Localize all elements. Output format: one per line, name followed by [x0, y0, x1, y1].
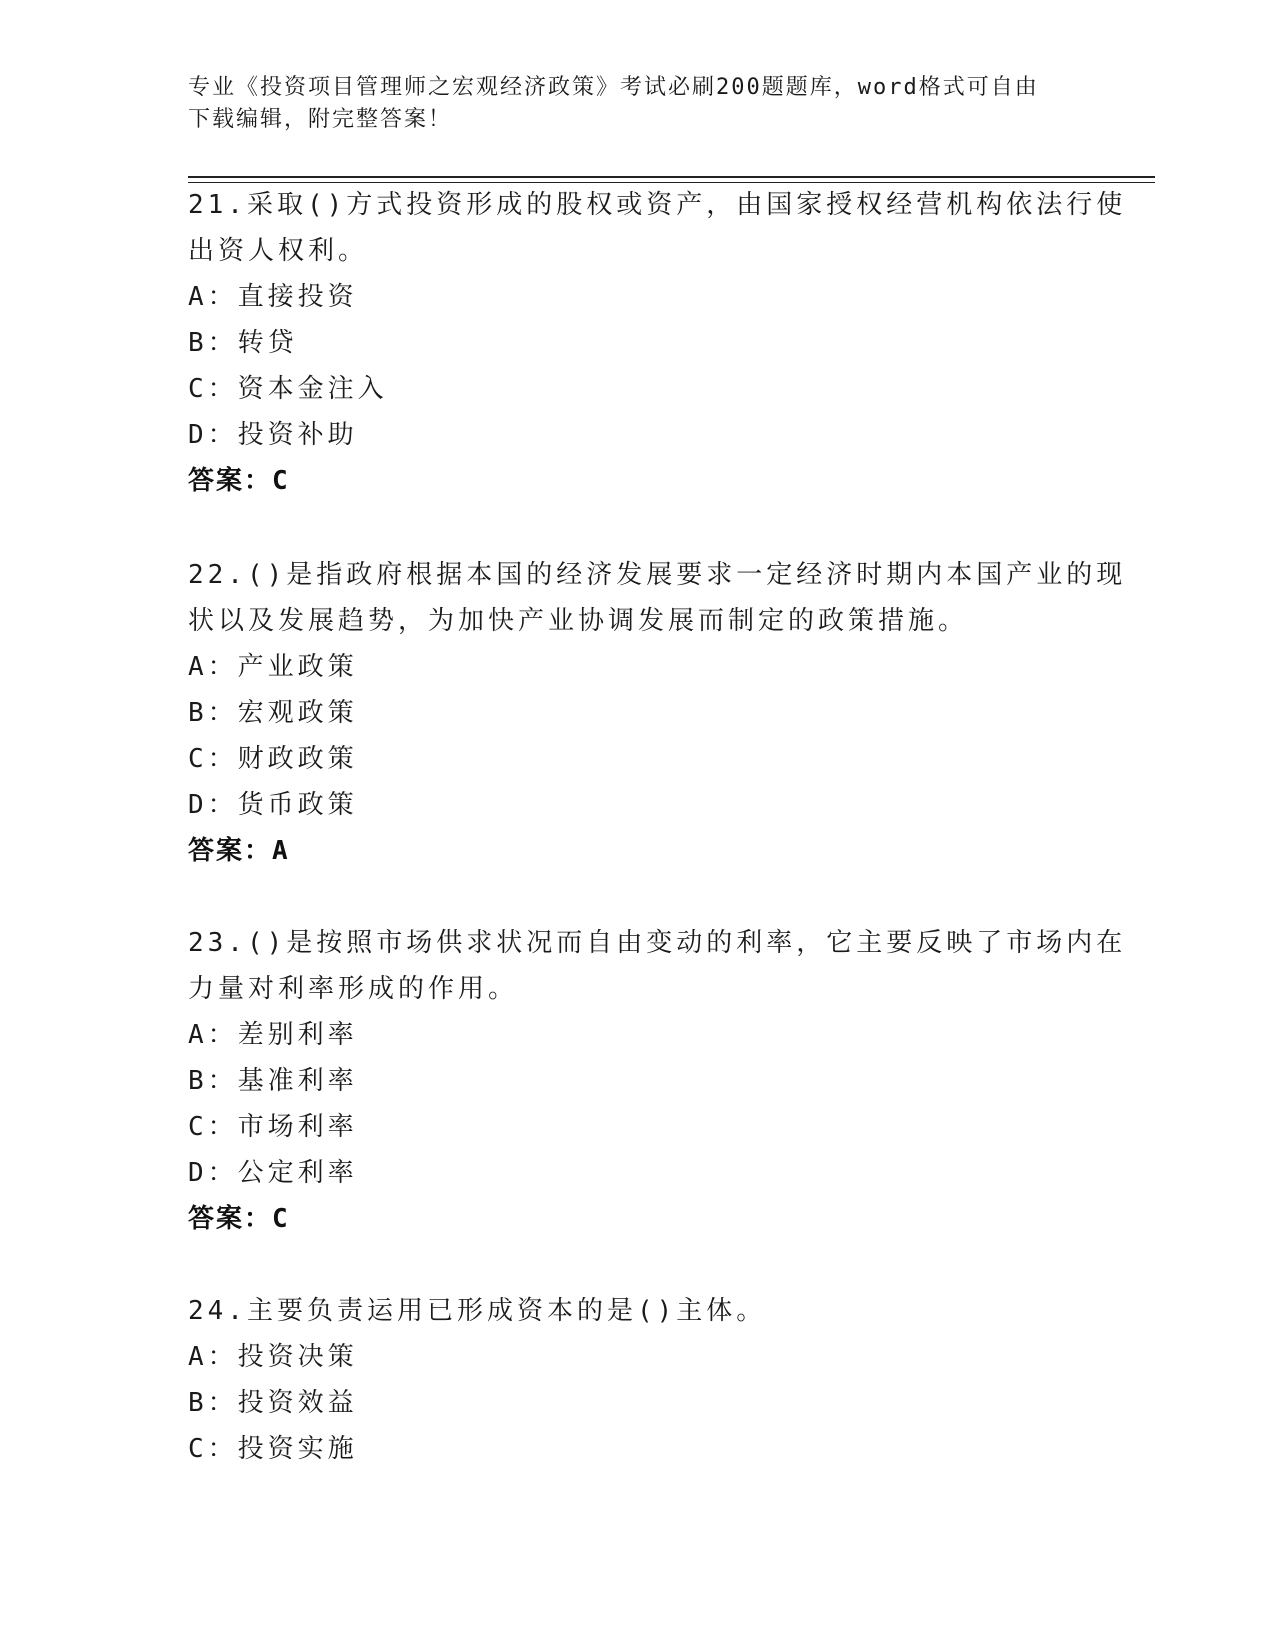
option-b: B：宏观政策	[188, 698, 358, 728]
option-d: D：投资补助	[188, 420, 358, 450]
answer-label: 答案：	[188, 1204, 273, 1234]
header-line-2: 下载编辑，附完整答案！	[188, 107, 453, 132]
answer-line	[188, 1196, 1088, 1242]
option-c: C：市场利率	[188, 1112, 358, 1142]
answer-label: 答案：	[188, 466, 273, 496]
option-c: C：财政政策	[188, 744, 358, 774]
option-b: B：基准利率	[188, 1066, 358, 1096]
answer-line	[188, 828, 1088, 874]
option-c: C：投资实施	[188, 1434, 358, 1464]
answer-value: C	[272, 466, 290, 496]
option-a: A：产业政策	[188, 652, 358, 682]
question-24	[188, 1288, 1088, 1472]
question-21	[188, 182, 1127, 504]
answer-value: C	[272, 1204, 290, 1234]
answer-value: A	[272, 836, 290, 866]
answer-line	[188, 458, 1088, 504]
option-d: D：货币政策	[188, 790, 358, 820]
option-a: A：差别利率	[188, 1020, 358, 1050]
option-a: A：直接投资	[188, 282, 358, 312]
question-stem-cont: 出资人权利。	[188, 236, 369, 266]
question-23	[188, 920, 1127, 1242]
document-header	[188, 72, 1068, 136]
question-stem-cont: 力量对利率形成的作用。	[188, 974, 519, 1004]
header-line-1: 专业《投资项目管理师之宏观经济政策》考试必刷200题题库，word格式可自由	[188, 75, 1039, 100]
option-b: B：转贷	[188, 328, 298, 358]
option-a: A：投资决策	[188, 1342, 358, 1372]
answer-label: 答案：	[188, 836, 273, 866]
question-22	[188, 552, 1127, 874]
question-stem: 24.主要负责运用已形成资本的是()主体。	[188, 1296, 767, 1326]
question-stem: 21.采取()方式投资形成的股权或资产，由国家授权经营机构依法行使	[188, 190, 1127, 220]
option-d: D：公定利率	[188, 1158, 358, 1188]
question-stem: 22.()是指政府根据本国的经济发展要求一定经济时期内本国产业的现	[188, 560, 1127, 590]
option-b: B：投资效益	[188, 1388, 358, 1418]
question-stem-cont: 状以及发展趋势，为加快产业协调发展而制定的政策措施。	[188, 606, 969, 636]
question-stem: 23.()是按照市场供求状况而自由变动的利率，它主要反映了市场内在	[188, 928, 1127, 958]
header-divider-thick	[188, 176, 1155, 178]
option-c: C：资本金注入	[188, 374, 388, 404]
